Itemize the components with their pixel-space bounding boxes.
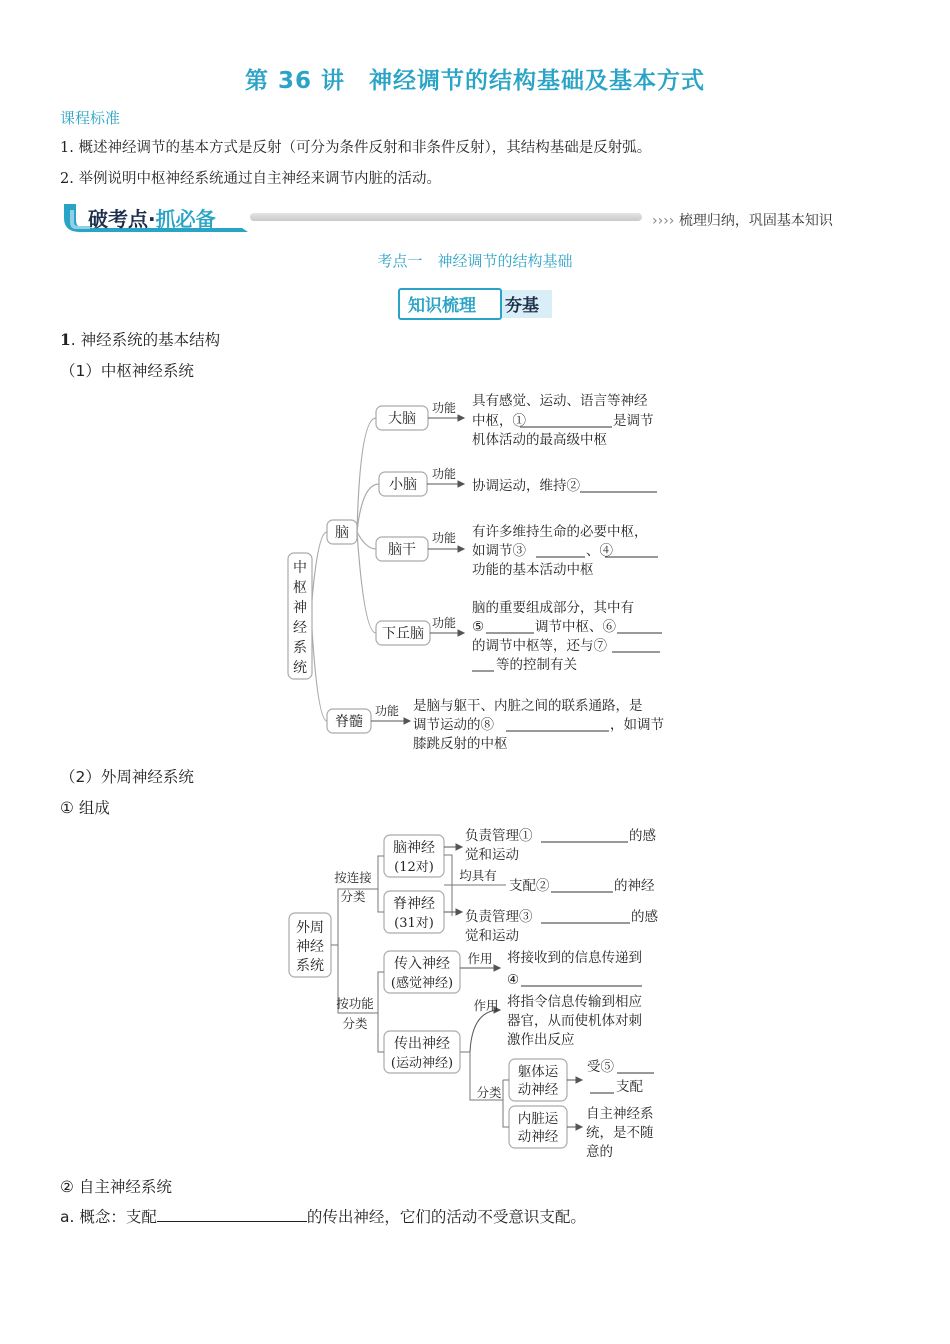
cranial-node: 脑神经 <box>393 840 435 856</box>
svg-text:协调运动，维持②: 协调运动，维持② <box>472 478 580 494</box>
svg-text:功能: 功能 <box>432 401 457 415</box>
brain-node: 脑 <box>335 525 349 541</box>
svg-text:神: 神 <box>293 600 307 616</box>
svg-text:觉和运动: 觉和运动 <box>465 928 519 944</box>
xiaonao-node: 小脑 <box>389 477 417 493</box>
xiaqiu-node: 下丘脑 <box>382 626 424 642</box>
cns-root-c1: 中 <box>293 560 307 576</box>
svg-text:中枢，①: 中枢，① <box>472 413 526 429</box>
svg-text:分类: 分类 <box>342 1016 368 1031</box>
dana-node: 大脑 <box>388 411 416 427</box>
svg-text:支配②: 支配② <box>509 878 550 894</box>
naogan-node: 脑干 <box>388 542 416 558</box>
svg-text:功能的基本活动中枢: 功能的基本活动中枢 <box>472 562 594 578</box>
somatic-node: 躯体运 <box>517 1064 559 1080</box>
svg-text:经: 经 <box>293 620 307 636</box>
section-1-2: （2）外周神经系统 <box>60 768 194 786</box>
svg-text:功能: 功能 <box>432 531 457 545</box>
svg-text:系统: 系统 <box>296 958 324 974</box>
svg-text:觉和运动: 觉和运动 <box>465 847 519 863</box>
svg-text:统，是不随: 统，是不随 <box>586 1125 654 1141</box>
svg-text:功能: 功能 <box>375 704 400 718</box>
svg-text:机体活动的最高级中枢: 机体活动的最高级中枢 <box>472 432 607 448</box>
concept-line: a. 概念：支配 的传出神经，它们的活动不受意识支配。 <box>60 1208 586 1226</box>
pns-diagram <box>280 815 680 1165</box>
svg-text:的神经: 的神经 <box>614 878 655 894</box>
svg-text:分类: 分类 <box>340 889 366 904</box>
svg-text:功能: 功能 <box>432 616 457 630</box>
svg-text:按功能: 按功能 <box>336 996 374 1011</box>
standard-item-1: 1. 概述神经调节的基本方式是反射（可分为条件反射和非条件反射），其结构基础是反射弧。 <box>60 140 652 156</box>
svg-text:有许多维持生命的必要中枢，: 有许多维持生命的必要中枢， <box>472 524 648 540</box>
svg-text:的调节中枢等，还与⑦: 的调节中枢等，还与⑦ <box>472 638 607 654</box>
efferent-node: 传出神经 <box>394 1036 450 1052</box>
svg-text:激作出反应: 激作出反应 <box>507 1032 575 1048</box>
standard-item-2: 2. 举例说明中枢神经系统通过自主神经来调节内脏的活动。 <box>60 171 441 187</box>
svg-text:的感: 的感 <box>629 828 656 844</box>
svg-text:器官，从而使机体对刺: 器官，从而使机体对刺 <box>507 1013 642 1029</box>
svg-text:，如调节: ，如调节 <box>610 717 664 733</box>
svg-text:按连接: 按连接 <box>334 870 372 885</box>
svg-text:均具有: 均具有 <box>459 868 497 883</box>
svg-text:(感觉神经): (感觉神经) <box>390 976 454 991</box>
svg-text:系: 系 <box>293 640 307 656</box>
svg-text:动神经: 动神经 <box>517 1129 559 1145</box>
svg-text:调节中枢、⑥: 调节中枢、⑥ <box>535 619 616 635</box>
svg-text:(31对): (31对) <box>394 916 434 931</box>
spinal-nerve-node: 脊神经 <box>393 896 435 912</box>
afferent-node: 传入神经 <box>394 956 450 972</box>
pns-root: 外周 <box>296 920 324 936</box>
svg-text:将接收到的信息传递到: 将接收到的信息传递到 <box>507 950 642 966</box>
svg-text:作用: 作用 <box>467 951 493 966</box>
banner-title: 破考点·抓必备 <box>88 207 216 231</box>
banner-subtitle: ›››› 梳理归纳，巩固基本知识 <box>652 213 833 229</box>
svg-text:受⑤: 受⑤ <box>587 1059 614 1075</box>
svg-text:意的: 意的 <box>586 1144 613 1160</box>
svg-text:的感: 的感 <box>631 909 658 925</box>
svg-text:是脑与躯干、内脏之间的联系通路，是: 是脑与躯干、内脏之间的联系通路，是 <box>413 698 643 714</box>
svg-text:膝跳反射的中枢: 膝跳反射的中枢 <box>413 736 508 752</box>
svg-text:分类: 分类 <box>476 1085 502 1100</box>
knowledge-badge: 知识梳理 夯基 <box>398 288 554 318</box>
svg-text:作用: 作用 <box>473 998 499 1013</box>
svg-text:将指令信息传输到相应: 将指令信息传输到相应 <box>507 994 642 1010</box>
svg-text:脑的重要组成部分，其中有: 脑的重要组成部分，其中有 <box>472 600 634 616</box>
svg-text:支配: 支配 <box>616 1079 643 1095</box>
section-1-1: （1）中枢神经系统 <box>60 362 194 380</box>
section-1-heading: 1. 神经系统的基本结构 <box>60 330 221 349</box>
svg-text:⑤: ⑤ <box>472 619 485 635</box>
banner-bar <box>250 213 642 221</box>
svg-text:(12对): (12对) <box>394 860 434 875</box>
spinal-node: 脊髓 <box>335 714 363 730</box>
page-title: 第 36 讲 神经调节的结构基础及基本方式 <box>244 68 706 94</box>
svg-text:具有感觉、运动、语言等神经: 具有感觉、运动、语言等神经 <box>472 393 648 409</box>
svg-text:负责管理①: 负责管理① <box>465 828 533 844</box>
svg-text:如调节③: 如调节③ <box>472 543 526 559</box>
svg-text:是调节: 是调节 <box>613 413 654 429</box>
svg-text:(运动神经): (运动神经) <box>390 1056 454 1071</box>
svg-text:负责管理③: 负责管理③ <box>465 909 533 925</box>
kaodian-heading: 考点一 神经调节的结构基础 <box>377 252 573 270</box>
cns-diagram <box>280 385 680 755</box>
svg-text:统: 统 <box>293 660 307 676</box>
svg-text:等的控制有关: 等的控制有关 <box>496 657 577 673</box>
svg-text:动神经: 动神经 <box>517 1082 559 1098</box>
section-1-2-a: ① 组成 <box>60 799 110 817</box>
section-1-2-b: ② 自主神经系统 <box>60 1178 172 1196</box>
svg-text:枢: 枢 <box>293 580 307 596</box>
svg-text:自主神经系: 自主神经系 <box>586 1106 654 1122</box>
svg-text:、④: 、④ <box>586 543 613 559</box>
svg-text:神经: 神经 <box>296 939 324 955</box>
svg-text:调节运动的⑧: 调节运动的⑧ <box>413 717 494 733</box>
course-standard-label: 课程标准 <box>60 109 121 127</box>
svg-text:④: ④ <box>507 972 520 988</box>
svg-text:功能: 功能 <box>432 467 457 481</box>
visceral-node: 内脏运 <box>517 1111 559 1127</box>
